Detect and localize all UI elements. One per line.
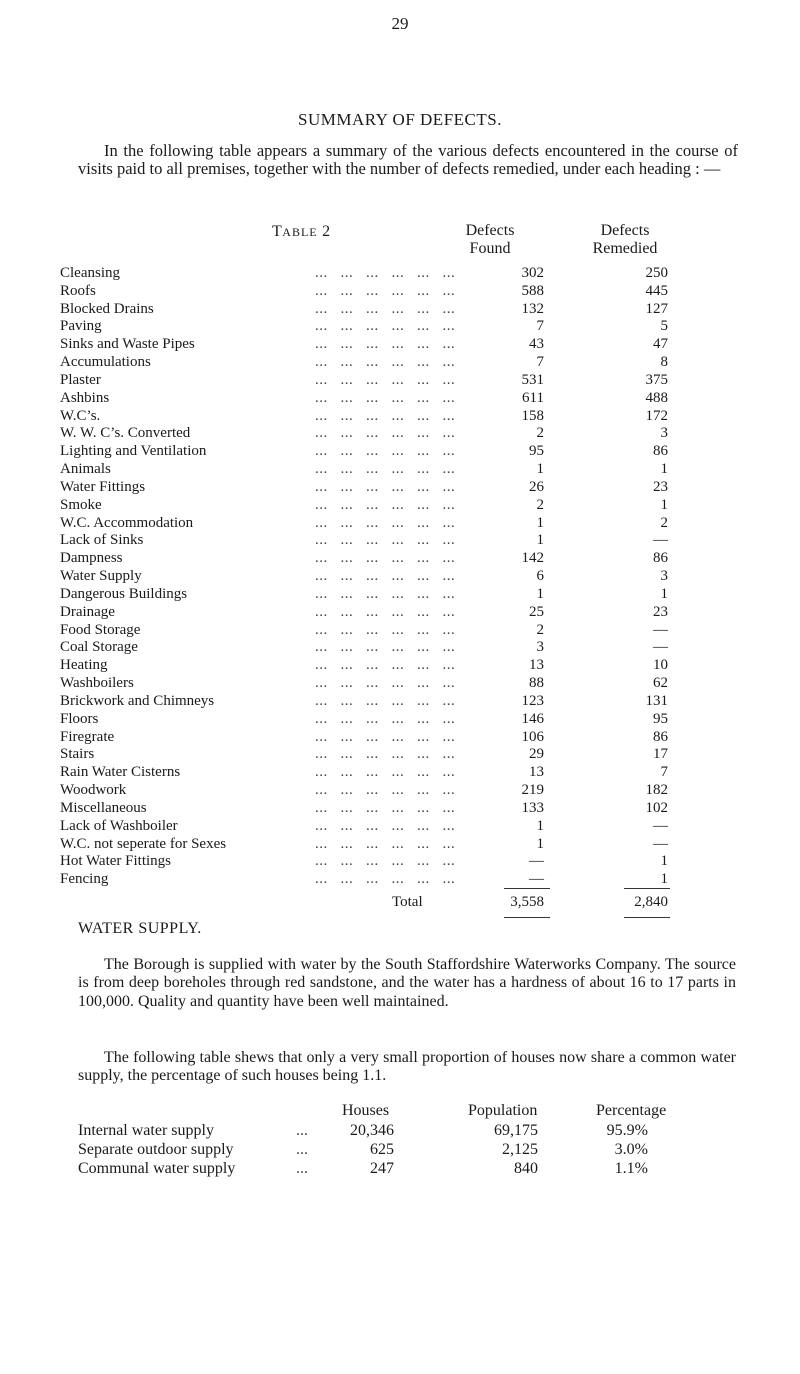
total-rule-top-remedied — [624, 888, 670, 889]
leader-dots: ... ... ... ... ... ... — [315, 407, 456, 424]
leader-dots: ... ... ... ... ... ... — [315, 265, 456, 281]
row-defects-found: 7 — [536, 318, 544, 335]
row-label: Hot Water Fittings — [60, 853, 172, 870]
row-defects-remedied: 1 — [660, 853, 668, 870]
row-defects-remedied: 1 — [660, 585, 668, 602]
row-label: Lack of Sinks — [60, 532, 144, 549]
row-defects-remedied: 1 — [660, 496, 668, 513]
water-supply-paragraph-2: The following table shews that only a very small proportion of houses now share a common water supply, the percentage of such houses being 1.1. — [78, 1049, 736, 1085]
supply-row — [78, 1159, 738, 1178]
col-header-found-line1: Defects — [465, 222, 515, 239]
supply-row — [78, 1140, 738, 1159]
table-row — [60, 265, 700, 283]
supply-row — [78, 1121, 738, 1140]
row-label: Lack of Washboiler — [60, 817, 178, 834]
row-label: Miscellaneous — [60, 799, 147, 816]
row-defects-remedied: 131 — [645, 692, 668, 709]
supply-row-label: Communal water supply — [78, 1160, 236, 1177]
row-label: Drainage — [60, 603, 115, 620]
table-row — [60, 515, 700, 533]
row-defects-found: 302 — [521, 265, 544, 281]
col-header-defects-remedied — [570, 222, 680, 258]
row-defects-found: 1 — [536, 461, 544, 478]
defects-table — [60, 265, 700, 889]
row-label: Stairs — [60, 746, 95, 763]
page-number: 29 — [391, 14, 409, 33]
row-defects-remedied: — — [653, 817, 668, 834]
row-defects-remedied: 86 — [653, 443, 668, 460]
leader-dots: ... ... ... ... ... ... — [315, 532, 456, 549]
row-defects-found: 1 — [536, 532, 544, 549]
leader-dots: ... ... ... ... ... ... — [315, 621, 456, 638]
row-label: Fencing — [60, 871, 109, 888]
row-defects-found: 219 — [521, 782, 544, 799]
leader-dots: ... ... ... ... ... ... — [315, 300, 456, 317]
table-row — [60, 497, 700, 515]
supply-row-percentage: 95.9% — [606, 1122, 648, 1139]
row-defects-remedied: 23 — [653, 603, 668, 620]
row-defects-found: 3 — [536, 639, 544, 656]
table-row — [60, 746, 700, 764]
row-defects-found: 6 — [536, 568, 544, 585]
table-row — [60, 853, 700, 871]
table-row — [60, 408, 700, 426]
total-rule-bottom-found — [504, 917, 550, 918]
leader-dots: ... ... ... ... ... ... — [315, 585, 456, 602]
leader-dots: ... ... ... ... ... ... — [315, 478, 456, 495]
row-defects-remedied: 62 — [653, 675, 668, 692]
intro-paragraph: In the following table appears a summary of the various defects encountered in the course of visits paid to all premises, together with the number of defects remedied, under each heading : — — [78, 141, 738, 178]
row-defects-remedied: — — [653, 639, 668, 656]
row-defects-found: 2 — [536, 496, 544, 513]
row-defects-remedied: 2 — [660, 514, 668, 531]
row-defects-found: 123 — [521, 692, 544, 709]
row-defects-remedied: 375 — [645, 371, 668, 388]
table-row — [60, 729, 700, 747]
table-row — [60, 372, 700, 390]
row-label: Ashbins — [60, 389, 110, 406]
page-heading: SUMMARY OF DEFECTS. — [298, 110, 502, 129]
row-defects-found: 106 — [521, 728, 544, 745]
table-row — [60, 550, 700, 568]
row-defects-remedied: 10 — [653, 657, 668, 674]
total-rule-bottom-remedied — [624, 917, 670, 918]
leader-dots: ... ... ... ... ... ... — [315, 443, 456, 460]
col-header-remedied-line1: Defects — [600, 222, 650, 239]
row-label: W.C. not seperate for Sexes — [60, 835, 227, 852]
row-defects-found: 1 — [536, 817, 544, 834]
leader-dots: ... ... ... ... ... ... — [315, 389, 456, 406]
table-row — [60, 425, 700, 443]
total-defects-remedied: 2,840 — [634, 894, 668, 910]
table-label — [272, 223, 331, 241]
row-label: Washboilers — [60, 675, 134, 692]
table-row — [60, 639, 700, 657]
table-row — [60, 764, 700, 782]
leader-dots: ... ... ... ... ... ... — [315, 728, 456, 745]
row-defects-found: 13 — [529, 764, 544, 781]
col-header-found-line2: Found — [469, 240, 511, 257]
leader-dots: ... ... ... ... ... ... — [315, 692, 456, 709]
table-row — [60, 318, 700, 336]
leader-dots: ... ... ... ... ... ... — [315, 675, 456, 692]
total-defects-found: 3,558 — [510, 894, 544, 910]
row-defects-remedied: 95 — [653, 710, 668, 727]
table-label-number: 2 — [322, 223, 331, 240]
row-defects-found: 26 — [529, 478, 544, 495]
row-label: Animals — [60, 461, 111, 478]
water-supply-paragraph-1: The Borough is supplied with water by the South Staffordshire Waterworks Company. The source is from deep boreholes through red sandstone, and the water has a hardness of about 16 to 17 parts in 100,000. Quality and quantity have been well maintained. — [78, 956, 736, 1010]
row-defects-remedied: 1 — [660, 871, 668, 888]
row-label: Coal Storage — [60, 639, 138, 656]
leader-dots: ... ... ... ... ... ... — [315, 371, 456, 388]
col-header-defects-found — [440, 222, 540, 258]
row-defects-found: 2 — [536, 425, 544, 442]
total-label: Total — [392, 894, 423, 910]
supply-row-label: Separate outdoor supply — [78, 1141, 234, 1158]
row-defects-found: 1 — [536, 514, 544, 531]
supply-col-houses: Houses — [342, 1102, 390, 1119]
leader-dots: ... ... ... ... ... ... — [315, 817, 456, 834]
row-defects-found: 1 — [536, 585, 544, 602]
leader-dots: ... — [296, 1122, 308, 1139]
table-row — [60, 711, 700, 729]
row-label: Lighting and Ventilation — [60, 443, 207, 460]
row-label: W. W. C’s. Converted — [60, 425, 191, 442]
table-row — [60, 283, 700, 301]
leader-dots: ... ... ... ... ... ... — [315, 461, 456, 478]
table-row — [60, 461, 700, 479]
row-defects-found: 95 — [529, 443, 544, 460]
table-row — [60, 532, 700, 550]
row-defects-remedied: 17 — [653, 746, 668, 763]
table-row — [60, 336, 700, 354]
supply-row-population: 840 — [514, 1160, 538, 1177]
table-row — [60, 871, 700, 889]
leader-dots: ... ... ... ... ... ... — [315, 799, 456, 816]
row-label: Cleansing — [60, 265, 120, 281]
row-defects-found: 132 — [521, 300, 544, 317]
col-header-remedied-line2: Remedied — [592, 240, 658, 257]
row-label: Heating — [60, 657, 108, 674]
row-defects-remedied: 102 — [645, 799, 668, 816]
row-defects-remedied: 86 — [653, 550, 668, 567]
row-defects-remedied: — — [653, 621, 668, 638]
supply-row-population: 69,175 — [494, 1122, 538, 1139]
supply-col-population: Population — [468, 1102, 538, 1119]
leader-dots: ... ... ... ... ... ... — [315, 764, 456, 781]
row-defects-found: 531 — [521, 371, 544, 388]
table-row — [60, 836, 700, 854]
leader-dots: ... ... ... ... ... ... — [315, 514, 456, 531]
row-defects-remedied: — — [653, 532, 668, 549]
table-row — [60, 586, 700, 604]
row-label: Food Storage — [60, 621, 141, 638]
table-row — [60, 675, 700, 693]
row-defects-found: 146 — [521, 710, 544, 727]
row-defects-found: 29 — [529, 746, 544, 763]
leader-dots: ... ... ... ... ... ... — [315, 853, 456, 870]
row-defects-remedied: 182 — [645, 782, 668, 799]
table-row — [60, 568, 700, 586]
leader-dots: ... ... ... ... ... ... — [315, 639, 456, 656]
leader-dots: ... ... ... ... ... ... — [315, 282, 456, 299]
leader-dots: ... ... ... ... ... ... — [315, 318, 456, 335]
row-defects-remedied: 23 — [653, 478, 668, 495]
row-label: Smoke — [60, 496, 102, 513]
row-label: W.C’s. — [60, 407, 101, 424]
row-label: Firegrate — [60, 728, 115, 745]
table-row — [60, 693, 700, 711]
leader-dots: ... ... ... ... ... ... — [315, 603, 456, 620]
row-defects-found: 88 — [529, 675, 544, 692]
row-label: Plaster — [60, 371, 101, 388]
leader-dots: ... ... ... ... ... ... — [315, 746, 456, 763]
row-defects-remedied: 86 — [653, 728, 668, 745]
leader-dots: ... ... ... ... ... ... — [315, 496, 456, 513]
leader-dots: ... — [296, 1160, 308, 1177]
leader-dots: ... ... ... ... ... ... — [315, 425, 456, 442]
leader-dots: ... ... ... ... ... ... — [315, 568, 456, 585]
row-defects-found: 142 — [521, 550, 544, 567]
row-defects-remedied: 3 — [660, 568, 668, 585]
leader-dots: ... ... ... ... ... ... — [315, 871, 456, 888]
leader-dots: ... ... ... ... ... ... — [315, 550, 456, 567]
row-defects-remedied: 7 — [660, 764, 668, 781]
row-defects-found: 158 — [521, 407, 544, 424]
row-label: Woodwork — [60, 782, 127, 799]
row-defects-found: — — [529, 853, 544, 870]
supply-row-population: 2,125 — [502, 1141, 538, 1158]
table-row — [60, 657, 700, 675]
row-defects-remedied: 8 — [660, 354, 668, 371]
leader-dots: ... ... ... ... ... ... — [315, 835, 456, 852]
row-label: Roofs — [60, 282, 96, 299]
leader-dots: ... ... ... ... ... ... — [315, 782, 456, 799]
row-defects-found: 1 — [536, 835, 544, 852]
row-defects-remedied: 5 — [660, 318, 668, 335]
row-defects-remedied: 3 — [660, 425, 668, 442]
supply-row-houses: 625 — [370, 1141, 394, 1158]
supply-row-label: Internal water supply — [78, 1122, 214, 1139]
leader-dots: ... ... ... ... ... ... — [315, 354, 456, 371]
row-defects-found: 2 — [536, 621, 544, 638]
row-label: Paving — [60, 318, 102, 335]
row-defects-remedied: 445 — [645, 282, 668, 299]
table-row — [60, 390, 700, 408]
row-defects-remedied: — — [653, 835, 668, 852]
supply-row-percentage: 3.0% — [614, 1141, 648, 1158]
row-defects-found: 588 — [521, 282, 544, 299]
row-defects-remedied: 127 — [645, 300, 668, 317]
row-label: Dangerous Buildings — [60, 585, 188, 602]
row-defects-remedied: 488 — [645, 389, 668, 406]
supply-row-houses: 247 — [370, 1160, 394, 1177]
water-supply-table — [78, 1121, 738, 1178]
row-defects-found: 13 — [529, 657, 544, 674]
row-defects-remedied: 250 — [645, 265, 668, 281]
row-defects-found: 25 — [529, 603, 544, 620]
water-supply-heading: WATER SUPPLY. — [78, 920, 202, 937]
table-row — [60, 818, 700, 836]
row-label: Accumulations — [60, 354, 151, 371]
row-defects-found: 43 — [529, 336, 544, 353]
supply-row-percentage: 1.1% — [614, 1160, 648, 1177]
row-label: Sinks and Waste Pipes — [60, 336, 195, 353]
table-row — [60, 622, 700, 640]
row-defects-remedied: 47 — [653, 336, 668, 353]
row-label: Brickwork and Chimneys — [60, 692, 215, 709]
row-defects-found: — — [529, 871, 544, 888]
leader-dots: ... ... ... ... ... ... — [315, 657, 456, 674]
table-row — [60, 301, 700, 319]
table-row — [60, 479, 700, 497]
table-row — [60, 443, 700, 461]
row-label: Water Supply — [60, 568, 142, 585]
row-defects-remedied: 172 — [645, 407, 668, 424]
row-label: Floors — [60, 710, 99, 727]
row-defects-found: 7 — [536, 354, 544, 371]
leader-dots: ... ... ... ... ... ... — [315, 710, 456, 727]
row-label: Dampness — [60, 550, 123, 567]
total-rule-top-found — [504, 888, 550, 889]
row-label: Rain Water Cisterns — [60, 764, 181, 781]
row-defects-found: 611 — [522, 389, 544, 406]
row-defects-remedied: 1 — [660, 461, 668, 478]
table-row — [60, 354, 700, 372]
table-row — [60, 604, 700, 622]
row-label: W.C. Accommodation — [60, 514, 194, 531]
row-label: Water Fittings — [60, 478, 146, 495]
leader-dots: ... — [296, 1141, 308, 1158]
table-label-rest: ABLE — [282, 225, 318, 239]
table-row — [60, 800, 700, 818]
row-label: Blocked Drains — [60, 300, 154, 317]
row-defects-found: 133 — [521, 799, 544, 816]
table-row — [60, 782, 700, 800]
leader-dots: ... ... ... ... ... ... — [315, 336, 456, 353]
supply-row-houses: 20,346 — [350, 1122, 394, 1139]
supply-col-percentage: Percentage — [596, 1102, 667, 1119]
table-label-initial: T — [272, 223, 283, 240]
